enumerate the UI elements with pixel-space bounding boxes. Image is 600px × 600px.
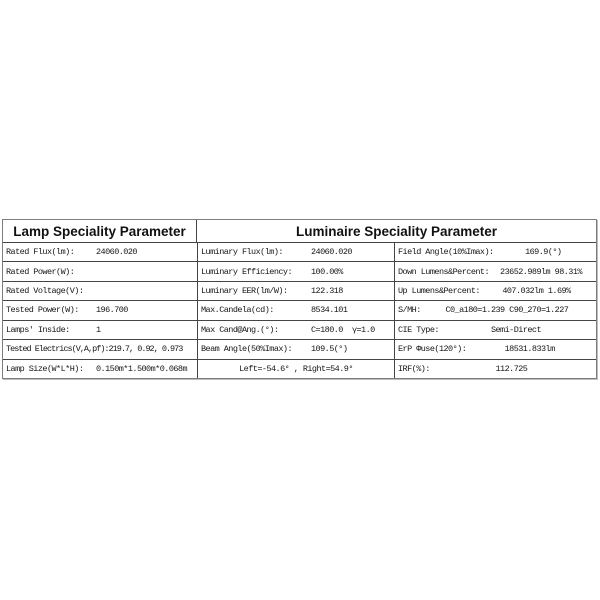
param-label: ErP Φuse(120°):: [398, 344, 467, 355]
table-body: [3, 243, 596, 378]
rated-power-row: [3, 261, 197, 280]
param-value: 196.700: [96, 305, 128, 316]
lamps-inside-row: [3, 320, 197, 339]
irf-row: [395, 359, 596, 378]
param-value: C0_a180=1.239 C90_270=1.227: [445, 305, 569, 316]
max-candela-row: [198, 300, 394, 319]
param-label: Field Angle(10%Imax):: [398, 247, 494, 258]
param-value: 112.725: [495, 363, 528, 374]
luminaire-speciality-header: Luminaire Speciality Parameter: [295, 223, 498, 239]
param-value: 8534.101: [311, 305, 348, 316]
param-label: Tested Power(W):: [6, 305, 79, 316]
param-label: Beam Angle(50%Imax):: [201, 344, 293, 355]
param-label: Rated Flux(lm):: [6, 247, 75, 258]
lamp-speciality-header: Lamp Speciality Parameter: [3, 220, 197, 242]
param-value: C=180.0 γ=1.0: [311, 324, 375, 335]
param-value: 219.7, 0.92, 0.973: [108, 344, 183, 355]
luminary-efficiency-row: [198, 261, 394, 280]
param-label: Lamp Size(W*L*H):: [6, 363, 84, 374]
rated-voltage-row: [3, 281, 197, 300]
param-label: Rated Voltage(V):: [6, 286, 84, 297]
param-value: Left=-54.6° , Right=54.9°: [239, 363, 353, 374]
luminaire-parameter-column-right: [394, 243, 596, 378]
luminaire-parameter-column-left: [197, 243, 394, 378]
up-lumens-row: [395, 281, 596, 300]
param-value: 0.150m*1.500m*0.068m: [96, 363, 188, 374]
luminary-flux-row: [198, 243, 394, 261]
param-value: 100.00%: [311, 266, 343, 277]
param-value: 407.032lm 1.69%: [502, 286, 571, 297]
param-label: Luminary Flux(lm):: [201, 247, 283, 258]
beam-angle-row: [198, 339, 394, 358]
param-value: 18531.833lm: [504, 344, 555, 355]
param-label: Max Cand@Ang.(°):: [201, 324, 279, 335]
param-label: Luminary EER(lm/W):: [201, 286, 288, 297]
tested-power-row: [3, 300, 197, 319]
param-label: Lamps' Inside:: [6, 324, 70, 335]
param-label: Tested Electrics(V,A,pf):: [6, 344, 109, 355]
field-angle-row: [395, 243, 596, 261]
param-label: S/MH:: [398, 305, 421, 316]
param-value: 109.5(°): [311, 344, 348, 355]
param-value: 23652.989lm 98.31%: [500, 266, 582, 277]
rated-flux-row: [3, 243, 197, 261]
cie-type-row: [395, 320, 596, 339]
param-value: 122.318: [311, 286, 343, 297]
param-value: 169.9(°): [525, 247, 562, 258]
max-cand-angle-row: [198, 320, 394, 339]
param-value: 24060.020: [96, 247, 137, 258]
param-label: CIE Type:: [398, 324, 439, 335]
down-lumens-row: [395, 261, 596, 280]
param-label: Luminary Efficiency:: [201, 266, 293, 277]
param-label: Rated Power(W):: [6, 266, 75, 277]
lamp-parameter-column: [3, 243, 197, 378]
beam-left-right-row: [198, 359, 394, 378]
param-label: Up Lumens&Percent:: [398, 286, 480, 297]
param-value: Semi-Direct: [490, 324, 542, 335]
photometric-parameter-table: [2, 219, 597, 379]
param-value: 1: [96, 324, 101, 335]
luminary-eer-row: [198, 281, 394, 300]
smh-row: [395, 300, 596, 319]
lamp-size-row: [3, 359, 197, 378]
tested-electrics-row: [3, 339, 197, 358]
param-label: IRF(%):: [398, 363, 430, 374]
erp-phi-use-row: [395, 339, 596, 358]
param-value: 24060.020: [311, 247, 352, 258]
param-label: Max.Candela(cd):: [201, 305, 274, 316]
param-label: Down Lumens&Percent:: [398, 266, 490, 277]
table-header-row: [3, 220, 596, 243]
